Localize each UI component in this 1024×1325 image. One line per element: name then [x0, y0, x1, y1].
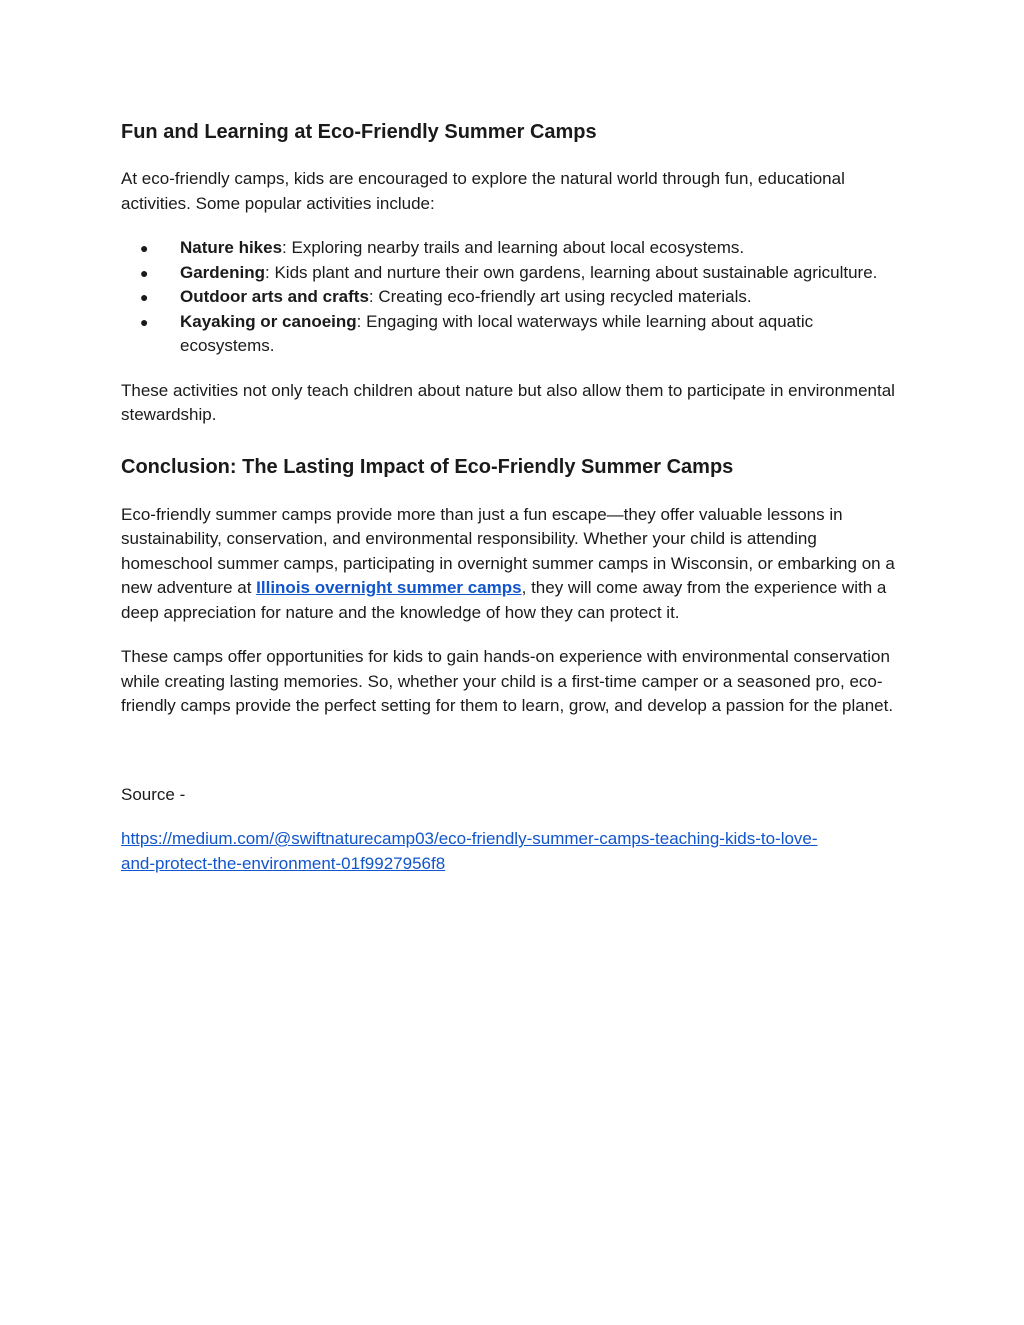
activity-description: : Exploring nearby trails and learning about local ecosystems.	[282, 238, 745, 257]
list-item	[140, 285, 911, 310]
bullet-icon: ●	[140, 289, 149, 305]
bullet-icon: ●	[140, 240, 149, 256]
illinois-camps-link[interactable]: Illinois overnight summer camps	[256, 578, 522, 597]
document-page	[121, 118, 911, 876]
section-heading-fun-and-learning: Fun and Learning at Eco-Friendly Summer Camps	[121, 121, 597, 143]
activity-description: : Kids plant and nurture their own gardens, learning about sustainable agriculture.	[265, 262, 878, 282]
activity-description: : Creating eco-friendly art using recycled materials.	[368, 287, 752, 306]
activities-list	[121, 236, 911, 359]
list-item	[140, 261, 911, 286]
intro-paragraph: At eco-friendly camps, kids are encouraged to explore the natural world through fun, educational activities. Some popular activities include:	[121, 169, 845, 213]
source-url-link[interactable]	[121, 829, 818, 873]
activity-description: : Engaging with local waterways while learning about aquatic ecosystems.	[180, 311, 814, 355]
conclusion-paragraph	[121, 503, 911, 626]
camps-opportunities-paragraph: These camps offer opportunities for kids to gain hands-on experience with environmental conservation while creating lasting memories. So, whether your child is a first-time camper or a seasoned pro, eco-friendly camps provide the perfect setting for them to learn, grow, and develop a passion for the planet.	[121, 647, 894, 715]
list-item	[140, 310, 911, 359]
activity-name: Outdoor arts and crafts	[180, 287, 369, 306]
activities-closing-paragraph: These activities not only teach children about nature but also allow them to participate in environmental stewardship.	[121, 380, 895, 424]
activity-name: Gardening	[180, 262, 266, 282]
activity-name: Nature hikes	[180, 238, 283, 257]
list-item	[140, 236, 911, 261]
source-url-line-1: https://medium.com/@swiftnaturecamp03/eco-friendly-summer-camps-teaching-kids-to-love-	[121, 829, 818, 848]
section-heading-conclusion: Conclusion: The Lasting Impact of Eco-Friendly Summer Camps	[121, 455, 734, 478]
conclusion-text-before-link: Eco-friendly summer camps provide more than just a fun escape—they offer valuable lessons in sustainability, conservation, and environmental responsibility. Whether your child is attending homeschool summer camps, participating in overnight summer camps in Wisconsin, or embarking on a new adventure at	[121, 504, 895, 597]
source-label: Source -	[121, 784, 186, 804]
source-url-paragraph	[121, 827, 911, 876]
conclusion-text-after-link: , they will come away from the experience with a deep appreciation for nature and the knowledge of how they can protect it.	[121, 578, 887, 622]
activity-name: Kayaking or canoeing	[180, 311, 357, 331]
source-url-line-2: and-protect-the-environment-01f9927956f8	[121, 853, 446, 873]
bullet-icon: ●	[140, 264, 149, 281]
bullet-icon: ●	[140, 313, 149, 330]
